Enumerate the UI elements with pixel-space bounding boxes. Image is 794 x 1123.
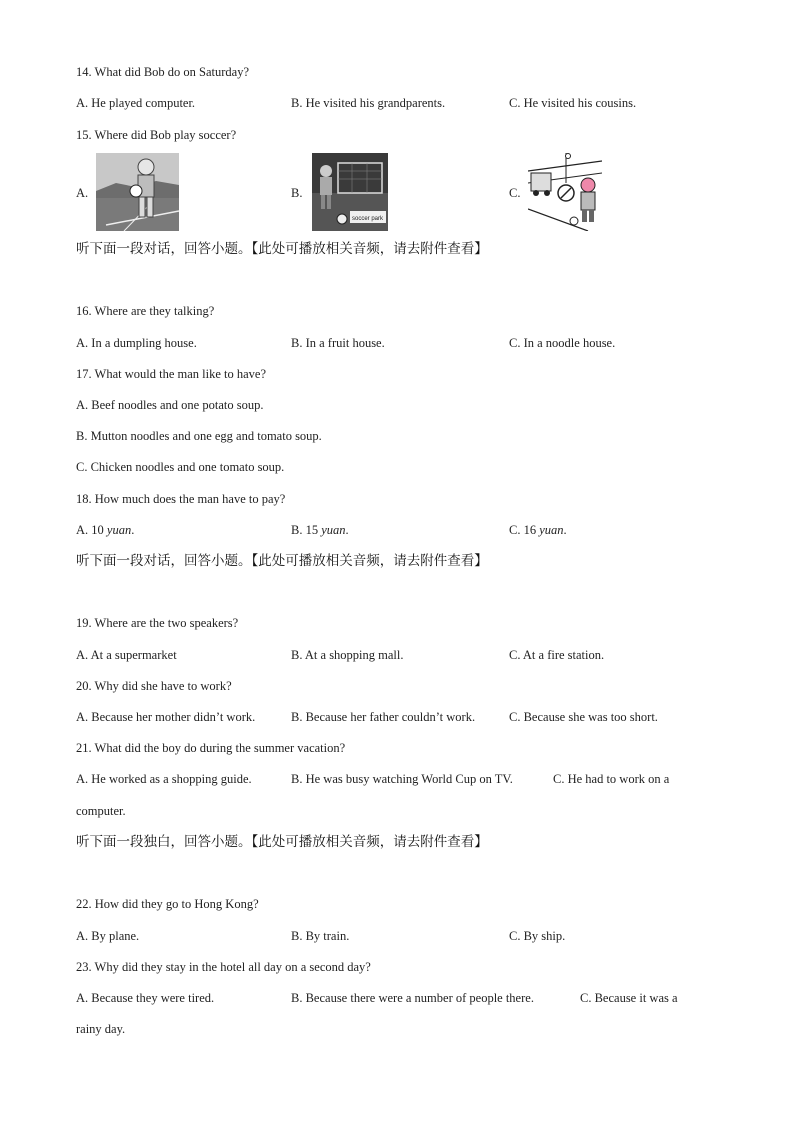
q14-option-c[interactable]: C. He visited his cousins. xyxy=(509,96,637,110)
q18-b-dot: . xyxy=(345,523,349,537)
listening-instruction-1: 听下面一段对话，回答小题。【此处可播放相关音频，请去附件查看】 xyxy=(76,241,488,257)
q16-option-c[interactable]: C. In a noodle house. xyxy=(509,336,616,350)
q14-option-a[interactable]: A. He played computer. xyxy=(76,96,196,110)
q15-option-c-label[interactable]: C. xyxy=(509,186,521,200)
q19-question: 19. Where are the two speakers? xyxy=(76,616,239,630)
q23-question: 23. Why did they stay in the hotel all day on a second day? xyxy=(76,960,371,974)
q23-option-b[interactable]: B. Because there were a number of people there. xyxy=(291,991,534,1005)
q21-question: 21. What did the boy do during the summer vacation? xyxy=(76,741,346,755)
q20-option-c[interactable]: C. Because she was too short. xyxy=(509,710,658,724)
q20-option-a[interactable]: A. Because her mother didn’t work. xyxy=(76,710,256,724)
listening-instruction-2: 听下面一段对话，回答小题。【此处可播放相关音频，请去附件查看】 xyxy=(76,553,488,569)
q18-a-unit: yuan xyxy=(106,523,132,537)
q20-question: 20. Why did she have to work? xyxy=(76,679,232,693)
q15-option-b-label[interactable]: B. xyxy=(291,186,303,200)
q15-image-stadium-boy[interactable] xyxy=(96,153,179,231)
q18-c-amount: C. 16 xyxy=(509,523,540,537)
q22-option-b[interactable]: B. By train. xyxy=(291,929,350,943)
q19-option-c[interactable]: C. At a fire station. xyxy=(509,648,605,662)
q21-option-c[interactable]: C. He had to work on a xyxy=(553,772,670,786)
q17-option-c[interactable]: C. Chicken noodles and one tomato soup. xyxy=(76,460,285,474)
q18-b-amount: B. 15 xyxy=(291,523,322,537)
q21-option-b[interactable]: B. He was busy watching World Cup on TV. xyxy=(291,772,513,786)
q15-image-street-no-soccer[interactable] xyxy=(528,153,602,231)
q15-option-a-label[interactable]: A. xyxy=(76,186,89,200)
q18-a-amount: A. 10 xyxy=(76,523,107,537)
q18-b-unit: yuan xyxy=(321,523,346,537)
q15-question: 15. Where did Bob play soccer? xyxy=(76,128,237,142)
q14-question: 14. What did Bob do on Saturday? xyxy=(76,65,250,79)
q19-option-a[interactable]: A. At a supermarket xyxy=(76,648,177,662)
q22-question: 22. How did they go to Hong Kong? xyxy=(76,897,259,911)
q23-option-a[interactable]: A. Because they were tired. xyxy=(76,991,215,1005)
q16-option-a[interactable]: A. In a dumpling house. xyxy=(76,336,197,350)
q22-option-a[interactable]: A. By plane. xyxy=(76,929,140,943)
q23-option-c[interactable]: C. Because it was a xyxy=(580,991,678,1005)
q18-option-c[interactable] xyxy=(509,522,567,538)
q15-image-soccer-park[interactable] xyxy=(312,153,388,231)
q18-question: 18. How much does the man have to pay? xyxy=(76,492,286,506)
q16-option-b[interactable]: B. In a fruit house. xyxy=(291,336,385,350)
q17-option-a[interactable]: A. Beef noodles and one potato soup. xyxy=(76,398,264,412)
q18-c-unit: yuan xyxy=(539,523,564,537)
q18-option-a[interactable] xyxy=(76,522,134,538)
listening-instruction-3: 听下面一段独白，回答小题。【此处可播放相关音频，请去附件查看】 xyxy=(76,834,488,850)
q17-question: 17. What would the man like to have? xyxy=(76,367,266,381)
q18-option-b[interactable] xyxy=(291,522,349,538)
q14-option-b[interactable]: B. He visited his grandparents. xyxy=(291,96,446,110)
q18-c-dot: . xyxy=(563,523,567,537)
q22-option-c[interactable]: C. By ship. xyxy=(509,929,566,943)
q18-a-dot: . xyxy=(131,523,135,537)
soccer-park-sign: soccer park xyxy=(352,216,384,222)
q16-question: 16. Where are they talking? xyxy=(76,304,215,318)
q20-option-b[interactable]: B. Because her father couldn’t work. xyxy=(291,710,476,724)
q23-option-c-continued[interactable]: rainy day. xyxy=(76,1022,126,1036)
q19-option-b[interactable]: B. At a shopping mall. xyxy=(291,648,404,662)
q17-option-b[interactable]: B. Mutton noodles and one egg and tomato soup. xyxy=(76,429,322,443)
q21-option-c-continued[interactable]: computer. xyxy=(76,804,126,818)
q21-option-a[interactable]: A. He worked as a shopping guide. xyxy=(76,772,252,786)
